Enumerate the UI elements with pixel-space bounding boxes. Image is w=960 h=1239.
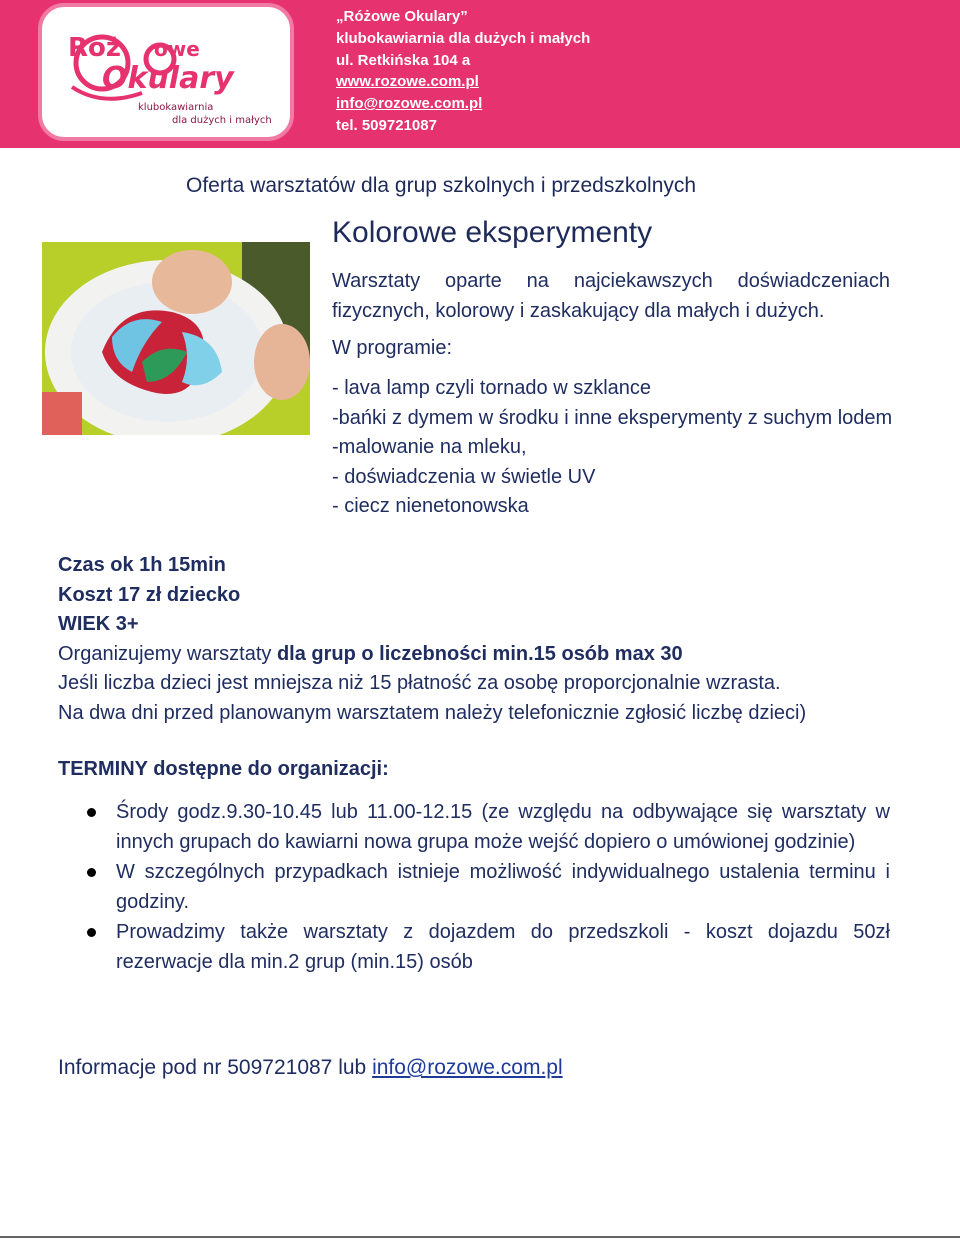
bullet-icon [87, 928, 96, 937]
terminy-heading: TERMINY dostępne do organizacji: [58, 758, 389, 780]
group-size-line [58, 640, 806, 670]
list-item [58, 918, 890, 977]
program-item: - lava lamp czyli tornado w szklance [332, 377, 652, 399]
group-size-bold: dla grup o liczebności min.15 osób max 30 [276, 642, 683, 665]
duration-text: Czas ok 1h 15min [58, 554, 226, 576]
offer-subtitle: Oferta warsztatów dla grup szkolnych i przedszkolnych [186, 174, 697, 197]
program-list [332, 374, 902, 522]
phone-number: tel. 509721087 [336, 116, 437, 134]
list-item-text: W szczególnych przypadkach istnieje możliwość indywidualnego ustalenia terminu i godziny. [116, 861, 890, 913]
bullet-icon [87, 808, 96, 817]
program-item: -bańki z dymem w środku i inne eksperymenty z suchym lodem [332, 406, 893, 429]
contact-block [336, 6, 590, 137]
notice-note: Na dwa dni przed planowanym warsztatem należy telefonicznie zgłosić liczbę dzieci) [58, 701, 807, 724]
logo-word-okulary: Okulary [102, 61, 234, 96]
logo [38, 3, 294, 141]
logo-sub-line-2: dla dużych i małych [172, 115, 272, 126]
cost-text: Koszt 17 zł dziecko [58, 583, 241, 606]
program-item: -malowanie na mleku, [332, 436, 527, 459]
workshop-photo [42, 242, 310, 435]
business-address: ul. Retkińska 104 a [336, 51, 471, 69]
email-link[interactable]: info@rozowe.com.pl [336, 95, 483, 113]
list-item [58, 798, 890, 857]
footer-info [58, 1056, 563, 1080]
page-divider [0, 1236, 960, 1238]
bullet-icon [87, 868, 96, 877]
footer-email-link[interactable]: info@rozowe.com.pl [372, 1056, 563, 1079]
logo-sub-line-1: klubokawiarnia [138, 102, 214, 113]
header-banner [0, 0, 960, 148]
age-text: WIEK 3+ [58, 613, 139, 636]
list-item [58, 858, 890, 917]
fewer-children-note: Jeśli liczba dzieci jest mniejsza niż 15 płatność za osobę proporcjonalnie wzrasta. [58, 672, 781, 695]
workshop-intro: Warsztaty oparte na najciekawszych doświadczeniach fizycznych, kolorowy i zaskakujący dla małych i dużych. [332, 270, 890, 322]
footer-text: Informacje pod nr 509721087 lub [58, 1056, 373, 1079]
program-heading: W programie: [332, 337, 453, 359]
list-item-text: Środy godz.9.30-10.45 lub 11.00-12.15 (ze względu na odbywające się warsztaty w innych grupach do kawiarni nowa grupa może wejść dopiero o umówionej godzinie) [116, 801, 890, 853]
logo-word-roz: Róż [68, 33, 122, 63]
group-size-prefix: Organizujemy warsztaty [58, 642, 277, 665]
website-link[interactable]: www.rozowe.com.pl [336, 73, 479, 91]
program-item: - ciecz nienetonowska [332, 495, 529, 518]
business-name: „Różowe Okulary” [336, 8, 468, 25]
logo-word-owe: owe [154, 37, 200, 61]
details-block [58, 551, 806, 729]
program-item: - doświadczenia w świetle UV [332, 465, 596, 488]
business-tagline: klubokawiarnia dla dużych i małych [336, 29, 591, 47]
list-item-text: Prowadzimy także warsztaty z dojazdem do przedszkoli - koszt dojazdu 50zł rezerwacje dla min.2 grup (min.15) osób [116, 921, 890, 973]
workshop-title: Kolorowe eksperymenty [332, 216, 653, 249]
terminy-list [58, 798, 890, 979]
